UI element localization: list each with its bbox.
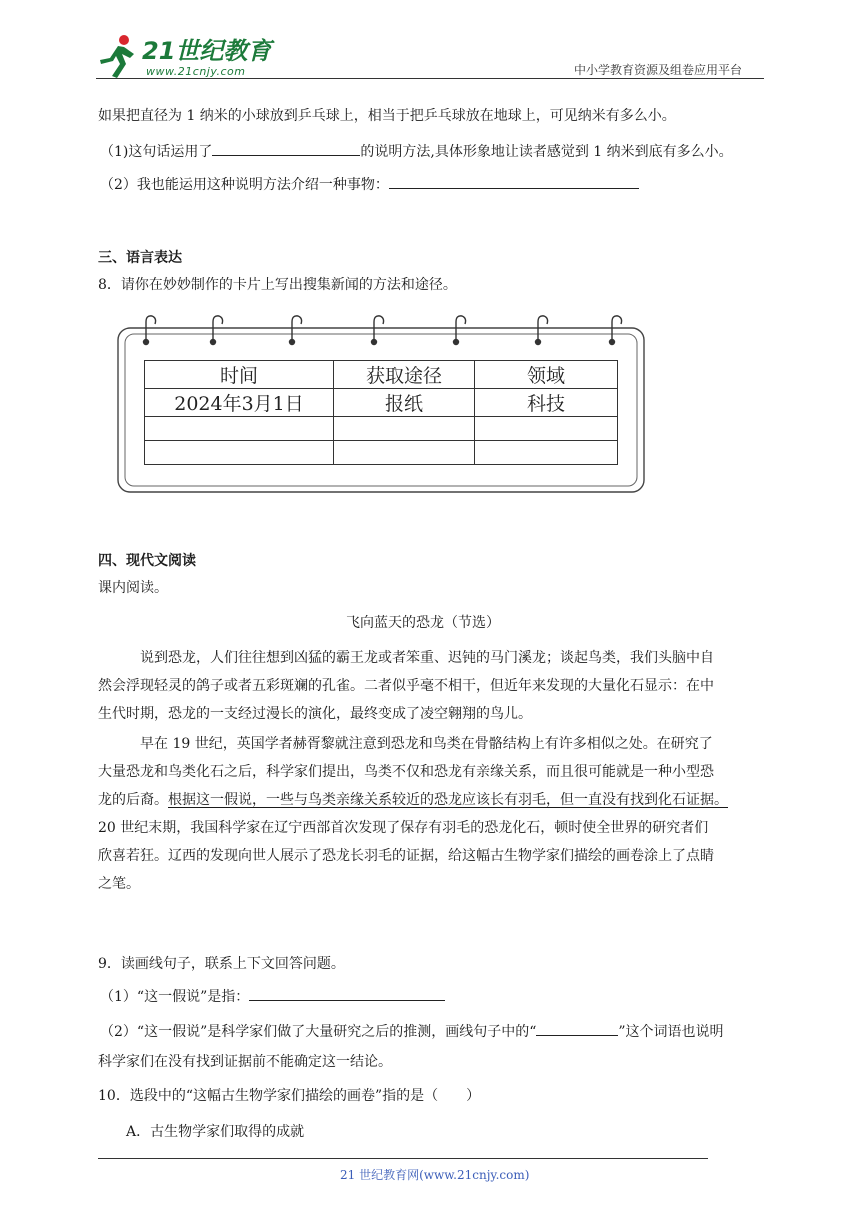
header-rule [96, 78, 764, 79]
table-row [145, 441, 618, 465]
section4-title: 四、现代文阅读 [98, 553, 196, 569]
q9-sub1-pre: （1）“这一假说”是指： [100, 989, 250, 1005]
logo-text: 21世纪教育 [142, 37, 272, 65]
table-cell[interactable] [475, 441, 618, 465]
q9-sub2-line2: 科学家们在没有找到证据前不能确定这一结论。 [98, 1054, 392, 1070]
table-cell[interactable] [334, 441, 475, 465]
table-header-cell: 获取途径 [334, 361, 475, 389]
news-card [116, 312, 646, 496]
news-card-table [144, 360, 618, 465]
section4-subtitle: 课内阅读。 [98, 580, 168, 596]
passage-text: 龙的后裔。 [98, 792, 168, 808]
passage-line [98, 786, 766, 814]
table-row [145, 389, 618, 417]
q9-sub2-blank[interactable] [536, 1021, 618, 1036]
passage-line: 20 世纪末期，我国科学家在辽宁西部首次发现了保存有羽毛的恐龙化石，顿时使全世界的研究者们 [98, 820, 709, 836]
underlined-sentence: 根据这一假说，一些与鸟类亲缘关系较近的恐龙应该长有羽毛，但一直没有找到化石证据。 [168, 792, 728, 808]
table-cell: 科技 [475, 389, 618, 417]
passage-line: 之笔。 [98, 876, 140, 892]
q9-sub1-blank[interactable] [249, 986, 445, 1001]
passage-paragraph-2 [98, 730, 766, 898]
q7-sub1 [100, 141, 733, 162]
q9-stem: 9．读画线句子，联系上下文回答问题。 [98, 956, 345, 972]
q7-sub2-pre: （2）我也能运用这种说明方法介绍一种事物： [100, 177, 389, 193]
table-header-row [145, 361, 618, 389]
q9-sub2-post: ”这个词语也说明 [618, 1024, 724, 1040]
table-cell: 报纸 [334, 389, 475, 417]
table-cell: 2024年3月1日 [145, 389, 334, 417]
passage-paragraph-1 [98, 644, 766, 728]
q9-sub1 [100, 986, 445, 1007]
q7-intro: 如果把直径为 1 纳米的小球放到乒乓球上，相当于把乒乓球放在地球上，可见纳米有多么小。 [98, 108, 676, 124]
q7-sub1-pre: （1)这句话运用了 [100, 144, 213, 160]
passage-line: 生代时期，恐龙的一支经过漫长的演化，最终变成了凌空翱翔的鸟儿。 [98, 706, 532, 722]
table-cell[interactable] [145, 441, 334, 465]
q7-sub2 [100, 174, 639, 195]
footer-rule [98, 1158, 708, 1159]
header-platform-name: 中小学教育资源及组卷应用平台 [574, 63, 743, 77]
table-cell[interactable] [145, 417, 334, 441]
table-cell[interactable] [475, 417, 618, 441]
passage-line: 早在 19 世纪，英国学者赫胥黎就注意到恐龙和鸟类在骨骼结构上有许多相似之处。在研究了 [140, 736, 713, 752]
footer-link[interactable]: 21 世纪教育网(www.21cnjy.com) [340, 1168, 530, 1182]
q7-sub2-blank[interactable] [389, 174, 639, 189]
table-header-cell: 领域 [475, 361, 618, 389]
table-row [145, 417, 618, 441]
q7-sub1-post: 的说明方法,具体形象地让读者感觉到 1 纳米到底有多么小。 [360, 144, 733, 160]
passage-line: 然会浮现轻灵的鸽子或者五彩斑斓的孔雀。二者似乎毫不相干，但近年来发现的大量化石显示：在中 [98, 678, 714, 694]
q10-option-a[interactable]: A．古生物学家们取得的成就 [126, 1124, 305, 1140]
q8-stem: 8．请你在妙妙制作的卡片上写出搜集新闻的方法和途径。 [98, 277, 457, 293]
table-header-cell: 时间 [145, 361, 334, 389]
q9-sub2 [100, 1021, 724, 1042]
logo-url: www.21cnjy.com [146, 65, 246, 78]
q10-stem: 10．选段中的“这幅古生物学家们描绘的画卷”指的是（ ） [98, 1088, 481, 1104]
section3-title: 三、语言表达 [98, 250, 182, 266]
binder-rings-icon [116, 312, 646, 352]
passage-line: 欣喜若狂。辽西的发现向世人展示了恐龙长羽毛的证据，给这幅古生物学家们描绘的画卷涂上了点睛 [98, 848, 714, 864]
q7-sub1-blank[interactable] [212, 141, 360, 156]
table-cell[interactable] [334, 417, 475, 441]
header [0, 0, 860, 80]
passage-line: 大量恐龙和鸟类化石之后，科学家们提出，鸟类不仅和恐龙有亲缘关系，而且很可能就是一种小型恐 [98, 764, 714, 780]
passage-title: 飞向蓝天的恐龙（节选） [346, 615, 500, 631]
q9-sub2-pre: （2）“这一假说”是科学家们做了大量研究之后的推测，画线句子中的“ [100, 1024, 537, 1040]
passage-line: 说到恐龙，人们往往想到凶猛的霸王龙或者笨重、迟钝的马门溪龙；谈起鸟类，我们头脑中自 [140, 650, 714, 666]
runner-logo-icon [96, 34, 138, 78]
